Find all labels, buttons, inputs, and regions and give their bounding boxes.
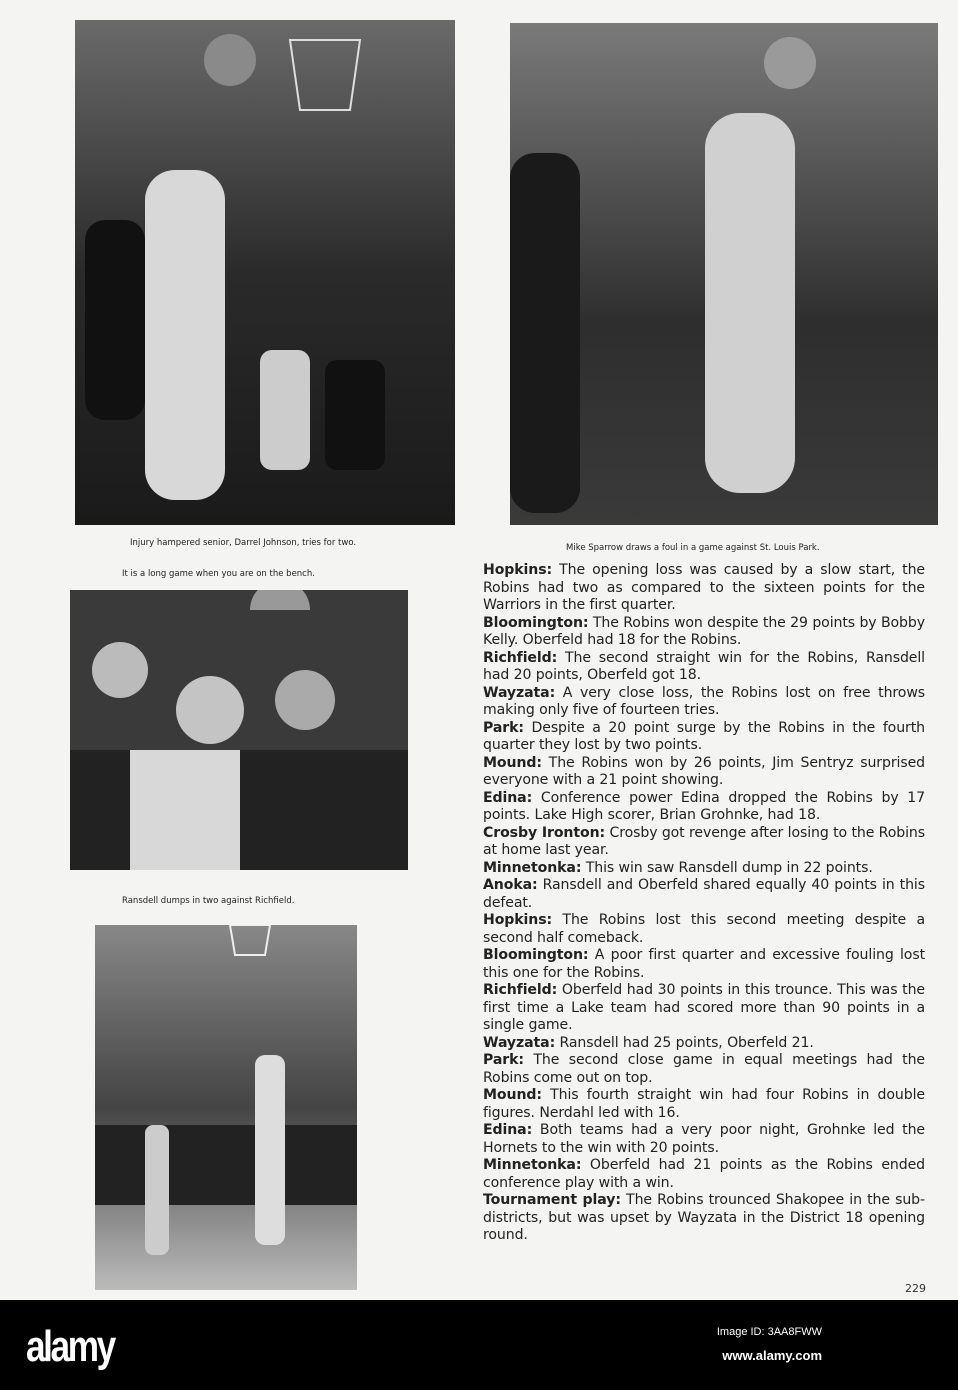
recap-team: Wayzata: — [483, 684, 556, 701]
recap-entry — [483, 1052, 925, 1087]
recap-text: The Robins won despite the 29 points by Bobby Kelly. Oberfeld had 18 for the Robins. — [483, 614, 925, 648]
recap-team: Tournament play: — [483, 1192, 621, 1208]
recap-entry — [483, 755, 925, 790]
recap-text: A poor first quarter and excessive fouling lost this one for the Robins. — [483, 947, 925, 981]
recap-text: Despite a 20 point surge by the Robins in the fourth quarter they lost by two points. — [483, 719, 925, 753]
watermark-bar — [0, 1300, 958, 1390]
recap-team: Crosby Ironton: — [483, 824, 606, 841]
recap-team: Richfield: — [483, 649, 558, 666]
recap-team: Bloomington: — [483, 614, 589, 631]
photo-bench — [70, 590, 408, 870]
photo-darrel-johnson-shot — [75, 20, 455, 525]
recap-team: Bloomington: — [483, 947, 589, 963]
recap-text: The opening loss was caused by a slow start, the Robins had two as compared to the sixteen points for the Warriors in the first quarter. — [483, 562, 925, 613]
recap-entry — [483, 720, 925, 755]
recap-text: The Robins won by 26 points, Jim Sentryz surprised everyone with a 21 point showing. — [483, 754, 925, 788]
recap-entry — [483, 615, 925, 650]
recap-team: Wayzata: — [483, 1034, 556, 1051]
recap-text: The second close game in equal meetings had the Robins come out on top. — [483, 1052, 925, 1086]
recap-team: Minnetonka: — [483, 1157, 582, 1173]
recap-team: Hopkins: — [483, 912, 553, 928]
recap-entry — [483, 650, 925, 685]
recap-team: Minnetonka: — [483, 859, 582, 876]
recap-team: Edina: — [483, 789, 533, 806]
recap-entry — [483, 685, 925, 720]
recap-text: Both teams had a very poor night, Grohnke led the Hornets to the win with 20 points. — [483, 1122, 925, 1156]
recap-entry — [483, 825, 925, 860]
recap-text: Ransdell and Oberfeld shared equally 40 points in this defeat. — [483, 877, 925, 911]
photo2-caption: Mike Sparrow draws a foul in a game against St. Louis Park. — [566, 543, 820, 553]
photo3-caption: It is a long game when you are on the bench. — [122, 569, 315, 579]
recap-team: Park: — [483, 1052, 524, 1068]
recap-entry — [483, 860, 925, 878]
recap-text: Conference power Edina dropped the Robins by 17 points. Lake High scorer, Brian Grohnke, had 18. — [483, 789, 925, 823]
recap-text: Crosby got revenge after losing to the Robins at home last year. — [483, 824, 925, 858]
photo-mike-sparrow-foul — [510, 23, 938, 525]
recap-entry — [483, 790, 925, 825]
photo4-caption: Ransdell dumps in two against Richfield. — [122, 896, 295, 906]
recap-entry — [483, 947, 925, 982]
alamy-logo: alamy — [26, 1322, 114, 1371]
page-number: 229 — [905, 1282, 926, 1295]
recap-team: Mound: — [483, 754, 542, 771]
site-url: www.alamy.com — [722, 1348, 822, 1363]
recap-text: The Robins lost this second meeting despite a second half comeback. — [483, 912, 925, 946]
recap-entry — [483, 912, 925, 947]
recap-team: Hopkins: — [483, 562, 553, 578]
recap-entry — [483, 1087, 925, 1122]
recap-entry — [483, 1192, 925, 1245]
image-id: Image ID: 3AA8FWW — [716, 1326, 822, 1338]
recap-entry — [483, 562, 925, 615]
recap-text: The Robins trounced Shakopee in the sub-districts, but was upset by Wayzata in the District 18 opening round. — [483, 1192, 925, 1243]
recap-entry — [483, 982, 925, 1035]
recap-text: This fourth straight win had four Robins in double figures. Nerdahl led with 16. — [483, 1087, 925, 1121]
recap-text: Ransdell had 25 points, Oberfeld 21. — [555, 1034, 814, 1051]
recap-text: The second straight win for the Robins, Ransdell had 20 points, Oberfeld got 18. — [483, 649, 925, 683]
recap-text: This win saw Ransdell dump in 22 points. — [581, 859, 873, 876]
recap-entry — [483, 877, 925, 912]
season-recap — [483, 562, 925, 1245]
recap-team: Mound: — [483, 1087, 542, 1103]
photo1-caption: Injury hampered senior, Darrel Johnson, tries for two. — [130, 538, 357, 548]
recap-entry — [483, 1035, 925, 1053]
recap-team: Richfield: — [483, 982, 558, 998]
recap-text: Oberfeld had 30 points in this trounce. This was the first time a Lake team had scored more than 90 points in a single game. — [483, 982, 925, 1033]
recap-entry — [483, 1157, 925, 1192]
recap-text: Oberfeld had 21 points as the Robins ended conference play with a win. — [483, 1157, 925, 1191]
recap-team: Edina: — [483, 1122, 533, 1138]
recap-team: Anoka: — [483, 877, 538, 893]
recap-text: A very close loss, the Robins lost on free throws making only five of fourteen tries. — [483, 684, 925, 718]
recap-entry — [483, 1122, 925, 1157]
photo-ransdell-shot — [95, 925, 357, 1290]
recap-team: Park: — [483, 719, 524, 736]
